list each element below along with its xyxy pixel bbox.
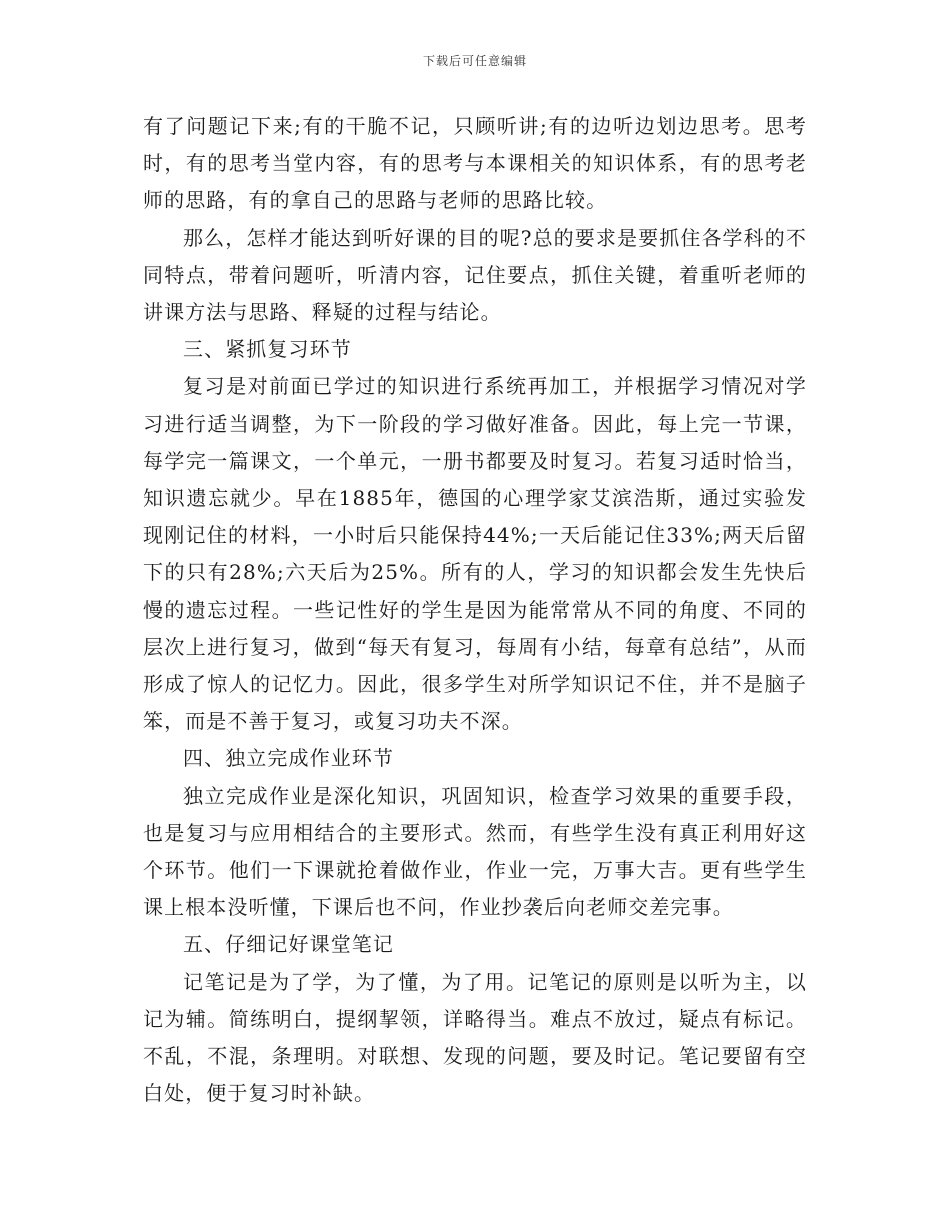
paragraph-notes: 记笔记是为了学，为了懂，为了用。记笔记的原则是以听为主，以记为辅。简练明白，提纲挈领，详略得当。难点不放过，疑点有标记。不乱，不混，条理明。对联想、发现的问题，要及时记。笔记要留有空白处，便于复习时补缺。 bbox=[143, 969, 807, 1106]
paragraph-review: 复习是对前面已学过的知识进行系统再加工，并根据学习情况对学习进行适当调整，为下一阶段的学习做好准备。因此，每上完一节课，每学完一篇课文，一个单元，一册书都要及时复习。若复习适时恰当，知识遗忘就少。早在1885年，德国的心理学家艾滨浩斯，通过实验发现刚记住的材料，一小时后只能保持44%;一天后能记住33%;两天后留下的只有28%;六天后为25%。所有的人，学习的知识都会发生先快后慢的遗忘过程。一些记性好的学生是因为能常常从不同的角度、不同的层次上进行复习，做到“每天有复习，每周有小结，每章有总结”，从而形成了惊人的记忆力。因此，很多学生对所学知识记不住，并不是脑子笨，而是不善于复习，或复习功夫不深。 bbox=[143, 374, 807, 734]
section-heading-notes: 五、仔细记好课堂笔记 bbox=[183, 932, 394, 957]
paragraph-homework: 独立完成作业是深化知识，巩固知识，检查学习效果的重要手段，也是复习与应用相结合的主要形式。然而，有些学生没有真正利用好这个环节。他们一下课就抢着做作业，作业一完，万事大吉。更有些学生课上根本没听懂，下课后也不问，作业抄袭后向老师交差完事。 bbox=[143, 783, 807, 920]
paragraph-1: 有了问题记下来;有的干脆不记，只顾听讲;有的边听边划边思考。思考时，有的思考当堂内容，有的思考与本课相关的知识体系，有的思考老师的思路，有的拿自己的思路与老师的思路比较。 bbox=[143, 114, 807, 213]
header-note: 下载后可任意编辑 bbox=[422, 54, 527, 68]
section-heading-review: 三、紧抓复习环节 bbox=[183, 337, 352, 362]
document-body bbox=[143, 108, 807, 1112]
paragraph-2: 那么，怎样才能达到听好课的目的呢?总的要求是要抓住各学科的不同特点，带着问题听，听清内容，记住要点，抓住关键，着重听老师的讲课方法与思路、释疑的过程与结论。 bbox=[143, 225, 807, 325]
section-heading-homework: 四、独立完成作业环节 bbox=[183, 746, 394, 771]
